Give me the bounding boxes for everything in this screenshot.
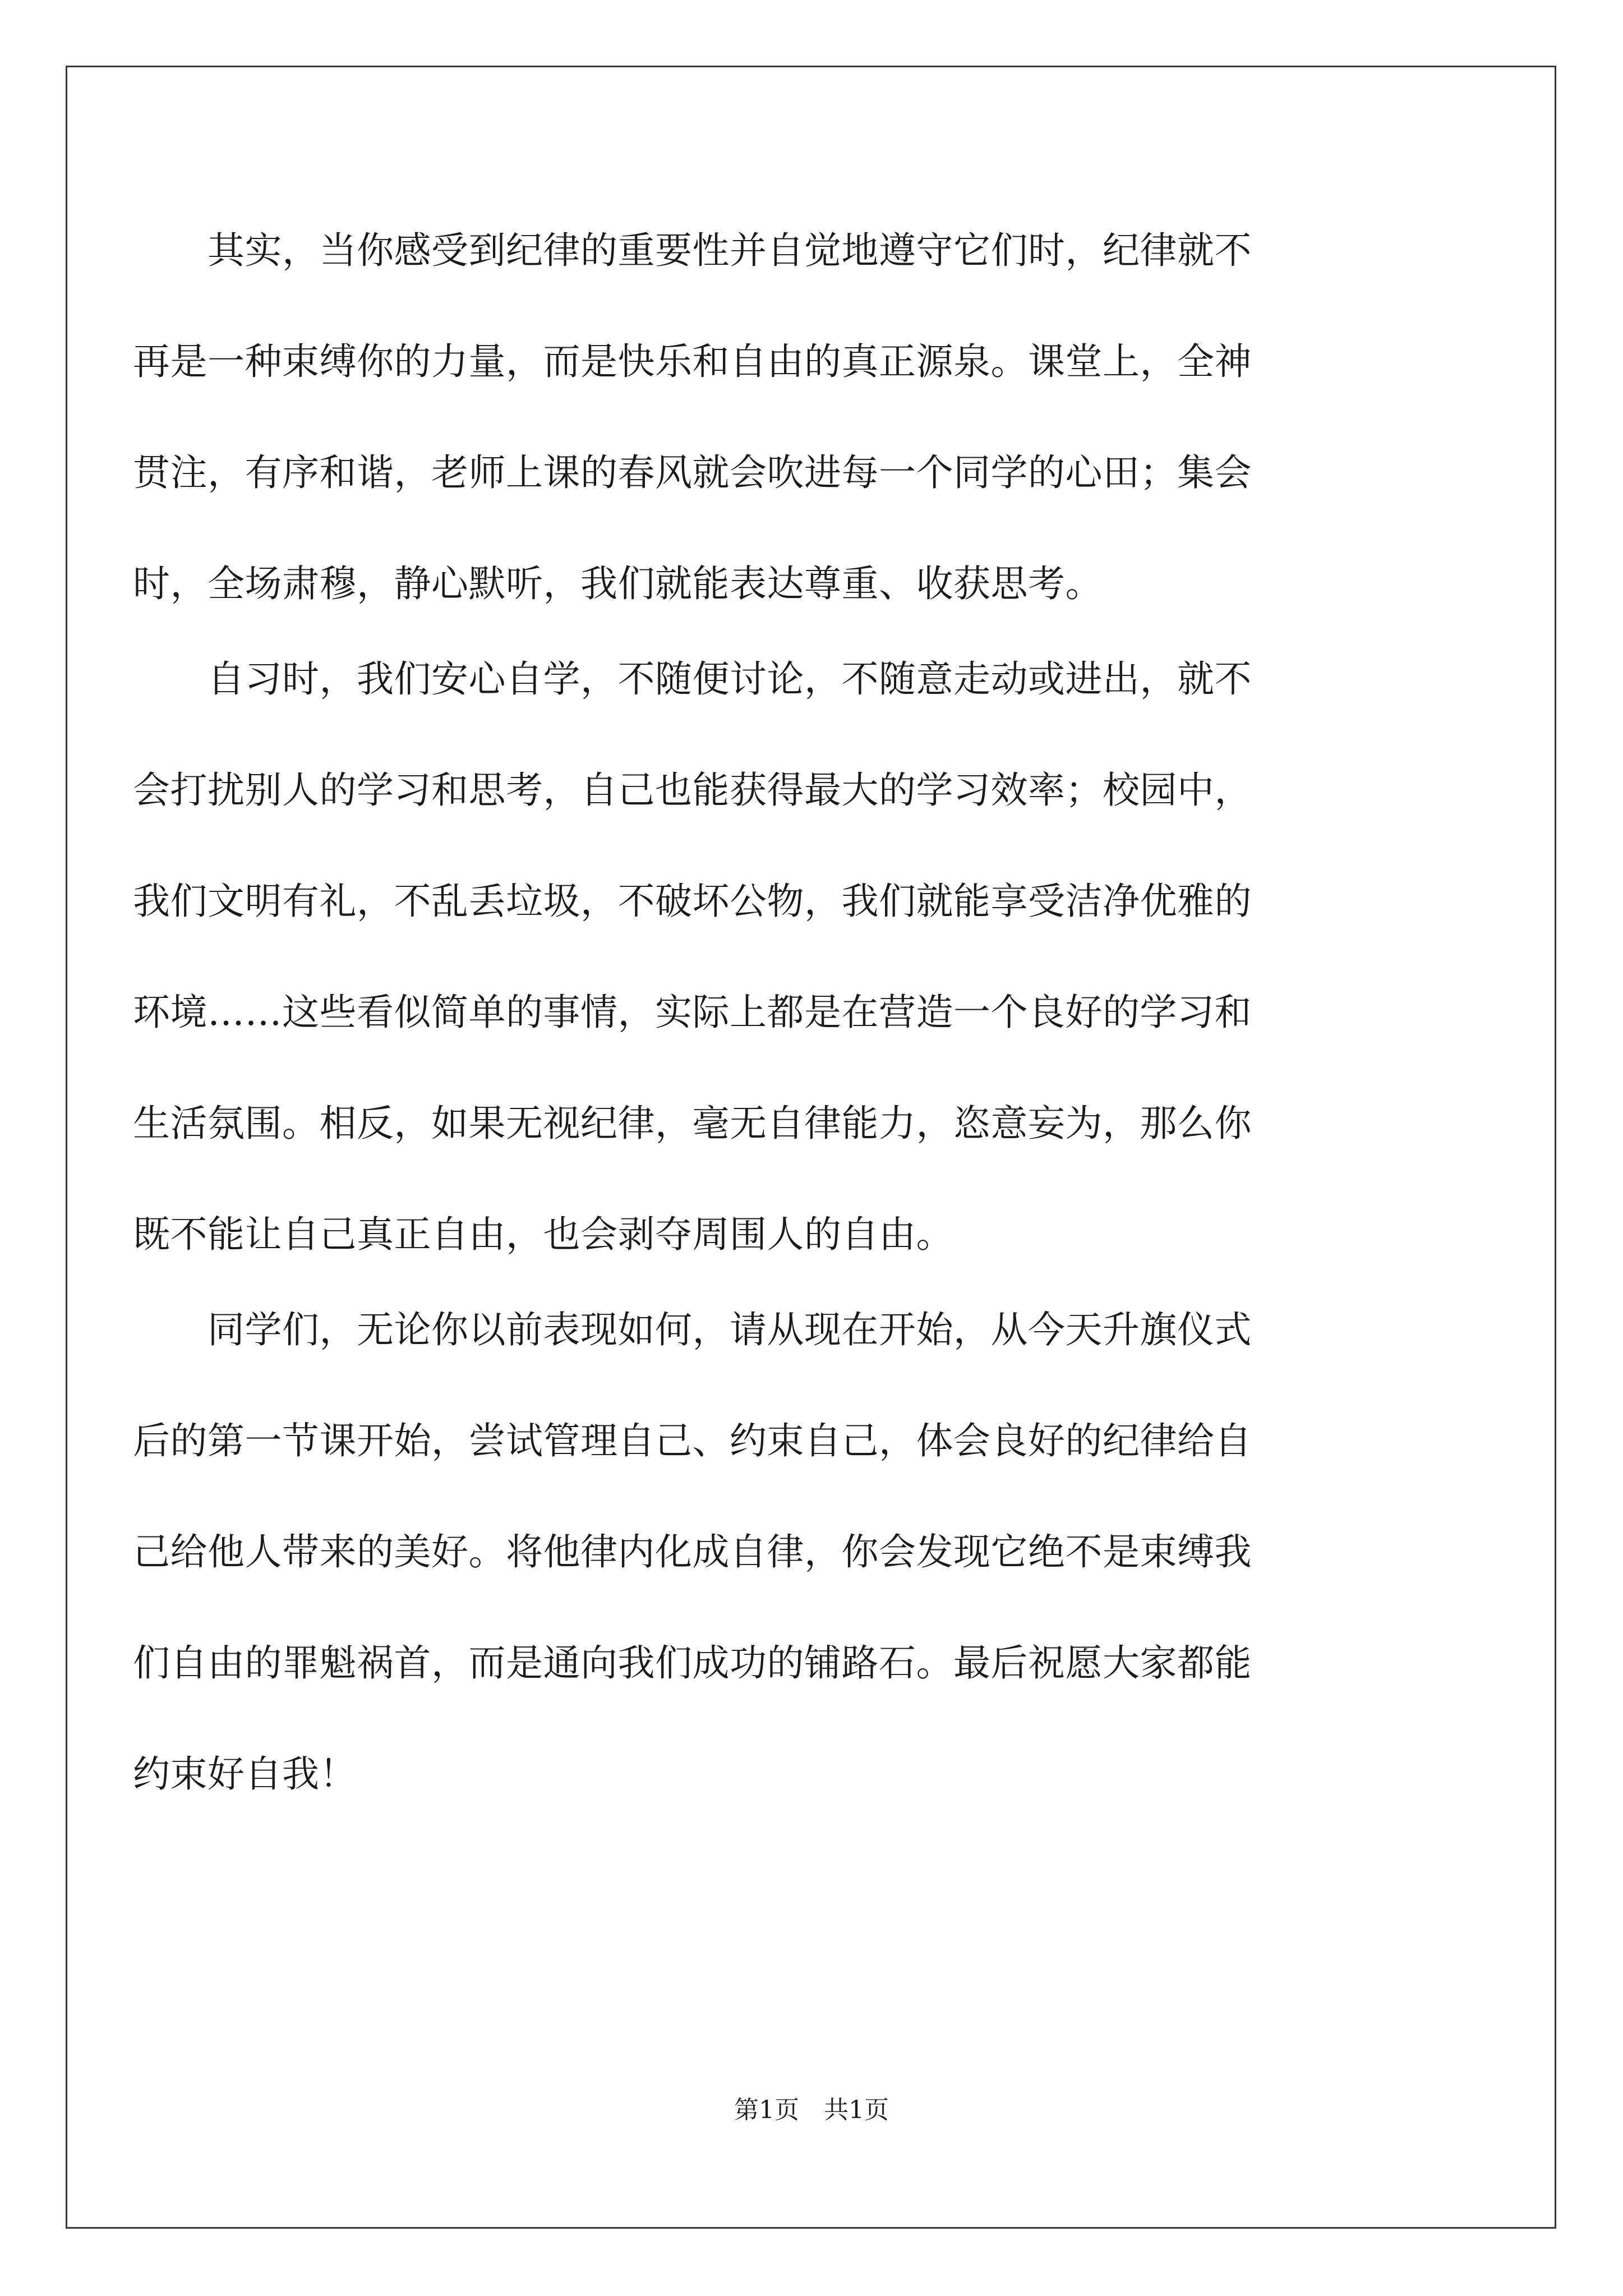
paragraph-2-line-2: 会打扰别人的学习和思考，自己也能获得最大的学习效率；校园中， — [133, 769, 1252, 812]
paragraph-2-line-1: 自习时，我们安心自学，不随便讨论，不随意走动或进出，就不 — [133, 657, 1252, 701]
page-number-footer: 第1页 共1页 — [734, 2096, 889, 2124]
paragraph-2-line-4: 环境……这些看似简单的事情，实际上都是在营造一个良好的学习和 — [133, 991, 1252, 1034]
paragraph-3-line-1: 同学们，无论你以前表现如何，请从现在开始，从今天升旗仪式 — [133, 1308, 1252, 1351]
paragraph-3-line-2: 后的第一节课开始，尝试管理自己、约束自己，体会良好的纪律给自 — [133, 1419, 1252, 1462]
paragraph-1-line-1: 其实，当你感受到纪律的重要性并自觉地遵守它们时，纪律就不 — [133, 229, 1252, 272]
paragraph-2-line-6: 既不能让自己真正自由，也会剥夺周围人的自由。 — [133, 1213, 953, 1256]
paragraph-1-line-2: 再是一种束缚你的力量，而是快乐和自由的真正源泉。课堂上，全神 — [133, 340, 1252, 383]
paragraph-3-line-4: 们自由的罪魁祸首，而是通向我们成功的铺路石。最后祝愿大家都能 — [133, 1641, 1252, 1685]
paragraph-3-line-3: 己给他人带来的美好。将他律内化成自律，你会发现它绝不是束缚我 — [133, 1530, 1252, 1573]
paragraph-2-line-3: 我们文明有礼，不乱丢垃圾，不破坏公物，我们就能享受洁净优雅的 — [133, 880, 1252, 923]
paragraph-1-line-3: 贯注，有序和谐，老师上课的春风就会吹进每一个同学的心田；集会 — [133, 451, 1252, 494]
paragraph-2-line-5: 生活氛围。相反，如果无视纪律，毫无自律能力，恣意妄为，那么你 — [133, 1102, 1252, 1145]
page-border — [66, 66, 1556, 2229]
paragraph-1-line-4: 时，全场肃穆，静心默听，我们就能表达尊重、收获思考。 — [133, 562, 1103, 605]
paragraph-3-line-5: 约束好自我！ — [133, 1752, 357, 1796]
